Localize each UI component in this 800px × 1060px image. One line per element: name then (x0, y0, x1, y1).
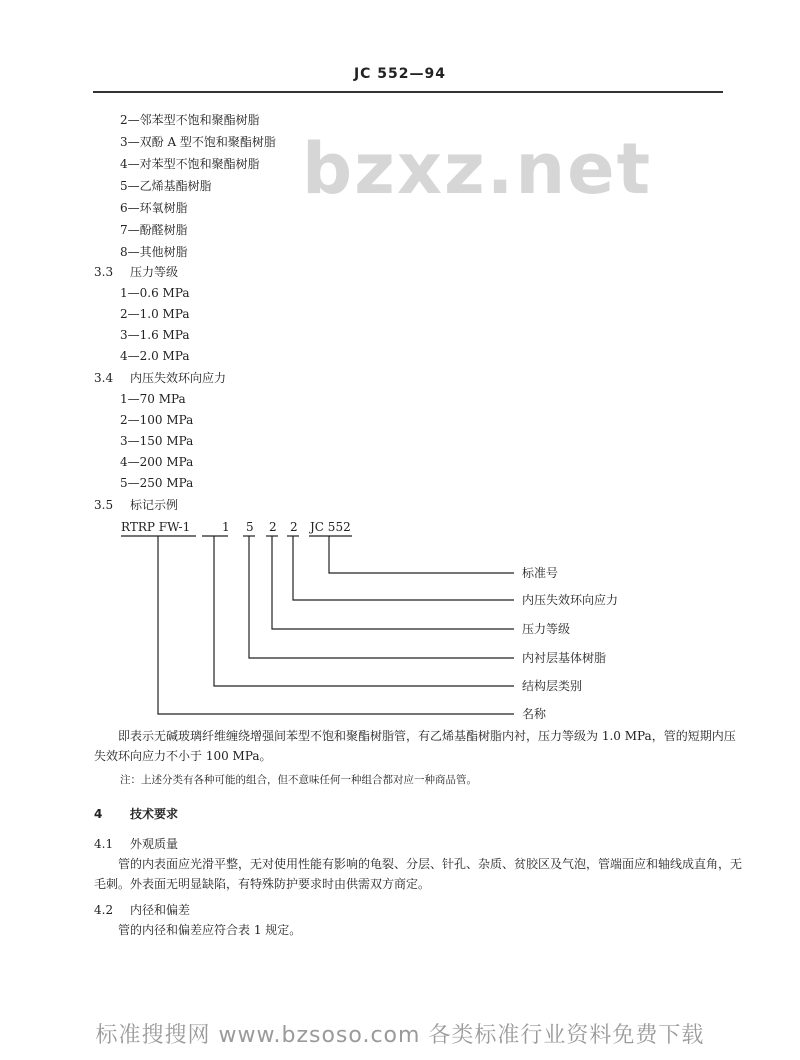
section-number: 3.3 (94, 265, 114, 279)
hoop-stress-item: 2—100 MPa (120, 413, 194, 427)
diameter-text: 管的内径和偏差应符合表 1 规定。 (118, 923, 302, 937)
code-part-structure: 1 (222, 520, 230, 534)
callout-structure-class: 结构层类别 (522, 679, 583, 693)
section-title: 外观质量 (130, 837, 179, 851)
code-part-name: RTRP FW-1 (121, 520, 191, 534)
leader-stress (293, 536, 514, 600)
resin-item: 4—对苯型不饱和聚酯树脂 (120, 157, 260, 171)
callout-name: 名称 (522, 707, 547, 721)
appearance-text: 管的内表面应光滑平整，无对使用性能有影响的龟裂、分层、针孔、杂质、贫胶区及气泡，管端面应和轴线成直角，无毛刺。外表面无明显缺陷，有特殊防护要求时由供需双方商定。 (94, 857, 743, 891)
hoop-stress-item: 1—70 MPa (120, 392, 186, 406)
pressure-grade-item: 2—1.0 MPa (120, 307, 190, 321)
leader-standard (329, 536, 514, 573)
section-number: 4.2 (94, 903, 114, 917)
hoop-stress-item: 3—150 MPa (120, 434, 194, 448)
section-4-heading (94, 806, 178, 822)
document-header: JC 552—94 (353, 66, 447, 82)
section-number: 3.5 (94, 498, 114, 512)
callout-standard-number: 标准号 (522, 566, 559, 580)
section-number: 3.4 (94, 371, 114, 385)
marking-example-text: 即表示无碱玻璃纤维缠绕增强间苯型不饱和聚酯树脂管，有乙烯基酯树脂内衬，压力等级为 1.0 MPa，管的短期内压失效环向应力不小于 100 MPa。 (94, 729, 736, 763)
resin-item: 8—其他树脂 (120, 245, 188, 259)
leader-structure (214, 536, 514, 686)
resin-item: 5—乙烯基酯树脂 (120, 179, 212, 193)
section-title: 内压失效环向应力 (130, 371, 227, 385)
footer-watermark: 标准搜搜网 www.bzsoso.com 各类标准行业资料免费下载 (95, 1023, 705, 1048)
callout-liner-resin: 内衬层基体树脂 (522, 651, 607, 665)
pressure-grade-item: 4—2.0 MPa (120, 349, 190, 363)
code-part-standard: JC 552 (310, 520, 351, 534)
section-number: 4 (94, 807, 103, 821)
hoop-stress-item: 5—250 MPa (120, 476, 194, 490)
section-title: 压力等级 (130, 265, 179, 279)
leader-name (158, 536, 514, 714)
section-4-1-heading (94, 836, 178, 852)
pressure-grade-item: 1—0.6 MPa (120, 286, 190, 300)
pressure-grade-item: 3—1.6 MPa (120, 328, 190, 342)
leader-pressure (272, 536, 514, 629)
section-title: 技术要求 (130, 807, 179, 821)
callout-hoop-stress: 内压失效环向应力 (522, 593, 619, 607)
section-title: 标记示例 (130, 498, 179, 512)
resin-item: 7—酚醛树脂 (120, 223, 188, 237)
code-part-pressure: 2 (269, 520, 277, 534)
section-4-2-heading (94, 902, 190, 918)
leader-resin (249, 536, 514, 658)
resin-item: 6—环氧树脂 (120, 201, 188, 215)
resin-item: 3—双酚 A 型不饱和聚酯树脂 (120, 135, 276, 149)
classification-note: 注：上述分类有各种可能的组合，但不意味任何一种组合都对应一种商品管。 (120, 774, 477, 786)
code-part-resin: 5 (246, 520, 254, 534)
code-part-stress: 2 (290, 520, 298, 534)
section-number: 4.1 (94, 837, 114, 851)
callout-pressure-grade: 压力等级 (522, 622, 571, 636)
hoop-stress-item: 4—200 MPa (120, 455, 194, 469)
site-watermark: bzxz.net (302, 128, 653, 210)
resin-item: 2—邻苯型不饱和聚酯树脂 (120, 113, 260, 127)
section-title: 内径和偏差 (130, 903, 191, 917)
